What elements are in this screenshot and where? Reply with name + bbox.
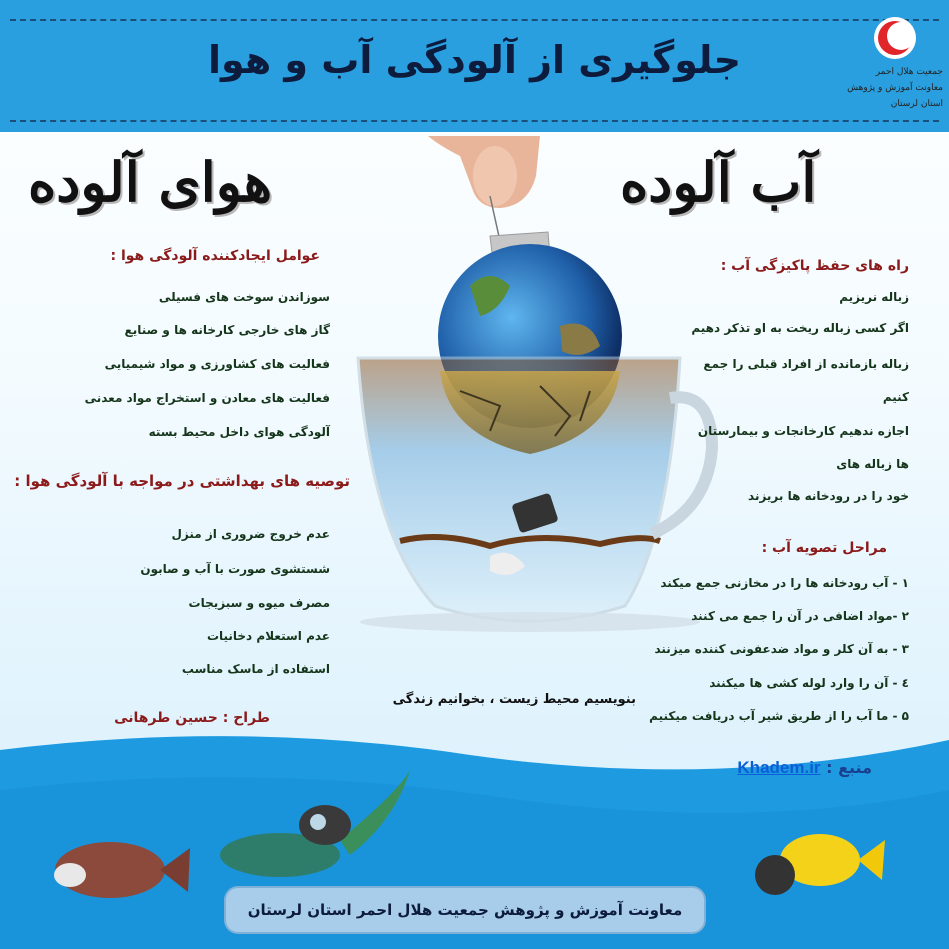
- list-item: مصرف میوه و سبزیجات: [188, 596, 330, 610]
- air-heading: هوای آلوده: [28, 150, 273, 214]
- air-tips-title: توصیه های بهداشتی در مواجه با آلودگی هوا :: [14, 472, 350, 490]
- list-item: فعالیت های کشاورزی و مواد شیمیایی: [104, 357, 330, 371]
- list-item: آلودگی هوای داخل محیط بسته: [148, 425, 330, 439]
- footer-organization-banner: معاونت آموزش و پژوهش جمعیت هلال احمر استان لرستان: [226, 888, 704, 932]
- water-purify-title: مراحل تصویه آب :: [761, 540, 887, 556]
- list-item: ۳ - به آن کلر و مواد ضدعفونی کننده میزنند: [654, 642, 909, 656]
- source-credit: [702, 758, 872, 778]
- red-crescent-logo: [842, 5, 949, 125]
- logo-line-1: جمعیت هلال احمر: [875, 67, 943, 77]
- red-crescent-icon: [872, 15, 918, 61]
- list-item: زباله نریزیم: [839, 290, 909, 304]
- list-item: عدم خروج ضروری از منزل: [171, 527, 330, 541]
- source-label: منبع :: [826, 758, 872, 777]
- list-item: گاز های خارجی کارخانه ها و صنایع: [124, 323, 330, 337]
- list-item: خود را در رودخانه ها بریزند: [748, 489, 909, 503]
- source-link[interactable]: Khadem.ir: [737, 758, 821, 777]
- list-item: اگر کسی زباله ریخت به او تذکر دهیم: [691, 321, 909, 335]
- page-title: جلوگیری از آلودگی آب و هوا: [207, 38, 742, 82]
- air-causes-title: عوامل ایجادکننده آلودگی هوا :: [110, 248, 320, 264]
- logo-line-3: استان لرستان: [890, 99, 943, 109]
- list-item: ها زباله های: [836, 457, 909, 471]
- earth-in-glass-illustration: [340, 136, 720, 636]
- list-item: ۵ - ما آب را از طریق شیر آب دریافت میکنیم: [649, 709, 909, 723]
- list-item: فعالیت های معادن و استخراج مواد معدنی: [84, 391, 330, 405]
- header-banner: [0, 0, 949, 132]
- logo-line-2: معاونت آموزش و پژوهش: [847, 83, 943, 93]
- header-dashed-line-top: [10, 19, 939, 21]
- slogan: بنویسیم محیط زیست ، بخوانیم زندگی: [392, 692, 636, 707]
- list-item: شستشوی صورت با آب و صابون: [140, 562, 330, 576]
- water-heading: آب آلوده: [620, 150, 817, 214]
- list-item: زباله بازمانده از افراد قبلی را جمع: [703, 357, 909, 371]
- list-item: اجازه ندهیم کارخانجات و بیمارستان: [697, 424, 909, 438]
- list-item: استفاده از ماسک مناسب: [181, 662, 330, 676]
- designer-credit: طراح : حسین طرهانی: [114, 710, 270, 726]
- list-item: ۲ -مواد اضافی در آن را جمع می کنند: [691, 609, 909, 623]
- list-item: ٤ - آن را وارد لوله کشی ها میکنند: [709, 676, 909, 690]
- water-keep-title: راه های حفظ پاکیزگی آب :: [720, 258, 909, 274]
- list-item: کنیم: [882, 390, 909, 404]
- list-item: عدم استعلام دخانیات: [206, 629, 330, 643]
- list-item: سوزاندن سوخت های فسیلی: [158, 290, 330, 304]
- list-item: ۱ - آب رودخانه ها را در مخازنی جمع میکند: [660, 576, 909, 590]
- header-dashed-line-bottom: [10, 120, 939, 122]
